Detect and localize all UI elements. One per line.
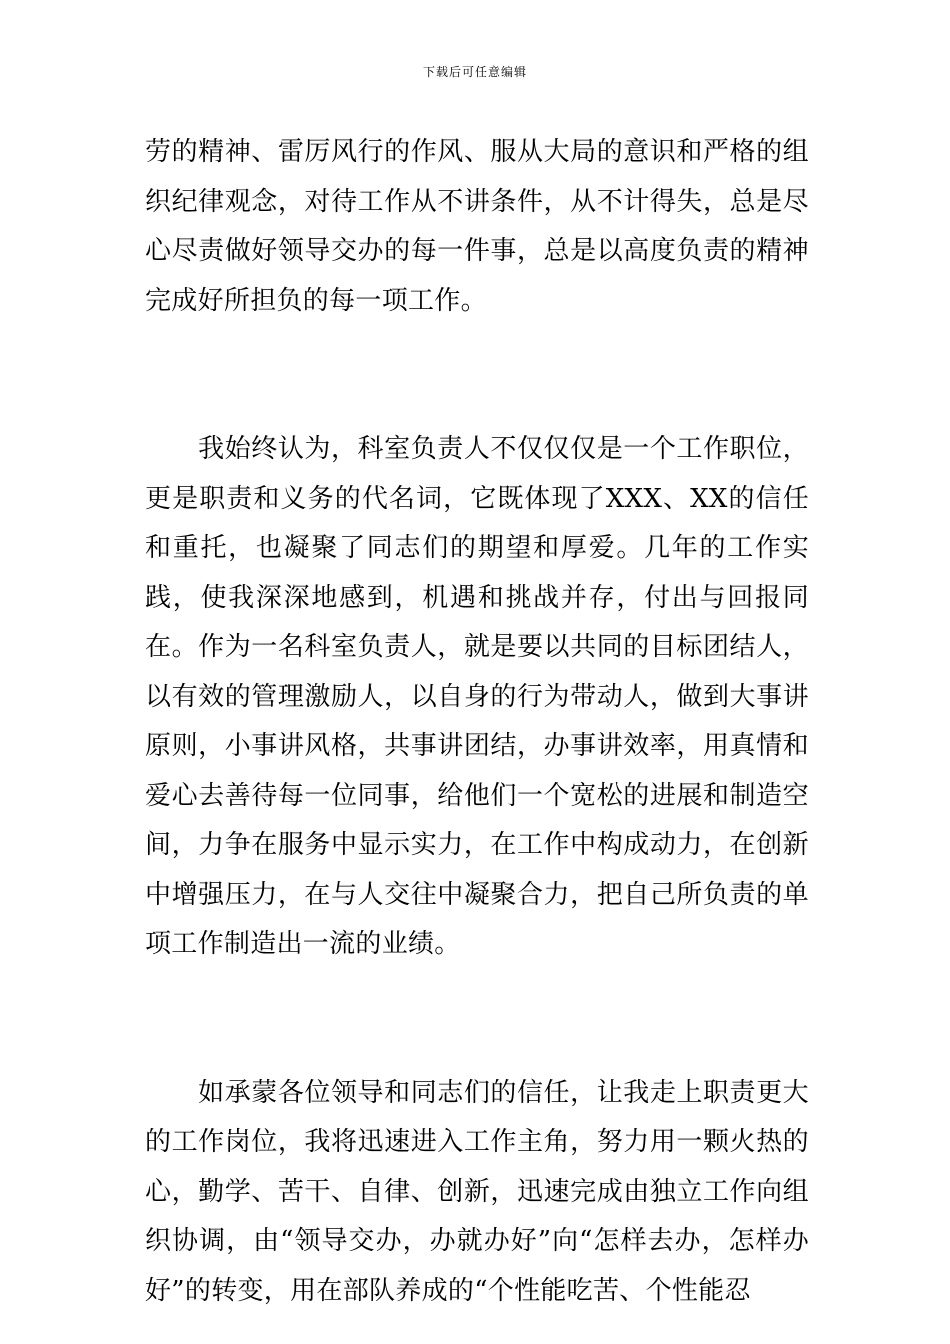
paragraph-3: 如承蒙各位领导和同志们的信任，让我走上职责更大的工作岗位，我将迅速进入工作主角，努力用一颗火热的心，勤学、苦干、自律、创新，迅速完成由独立工作向组织协调，由“领导交办，办就办好”向“怎样去办，怎样办好”的转变，用在部队养成的“个性能吃苦、个性能忍 <box>145 1077 809 1306</box>
paragraph-gap <box>145 326 809 425</box>
paragraph-2: 我始终认为，科室负责人不仅仅仅是一个工作职位，更是职责和义务的代名词，它既体现了XXX、XX的信任和重托，也凝聚了同志们的期望和厚爱。几年的工作实践，使我深深地感到，机遇和挑战并存，付出与回报同在。作为一名科室负责人，就是要以共同的目标团结人，以有效的管理激励人，以自身的行为带动人，做到大事讲原则，小事讲风格，共事讲团结，办事讲效率，用真情和爱心去善待每一位同事，给他们一个宽松的进展和制造空间，力争在服务中显示实力，在工作中构成动力，在创新中增强压力，在与人交往中凝聚合力，把自己所负责的单项工作制造出一流的业绩。 <box>145 434 809 959</box>
page-header-note: 下载后可任意编辑 <box>422 65 527 79</box>
paragraph-1: 劳的精神、雷厉风行的作风、服从大局的意识和严格的组织纪律观念，对待工作从不讲条件，从不计得失，总是尽心尽责做好领导交办的每一件事，总是以高度负责的精神完成好所担负的每一项工作。 <box>145 137 809 316</box>
paragraph-gap <box>145 970 809 1069</box>
document-body <box>145 128 809 1316</box>
